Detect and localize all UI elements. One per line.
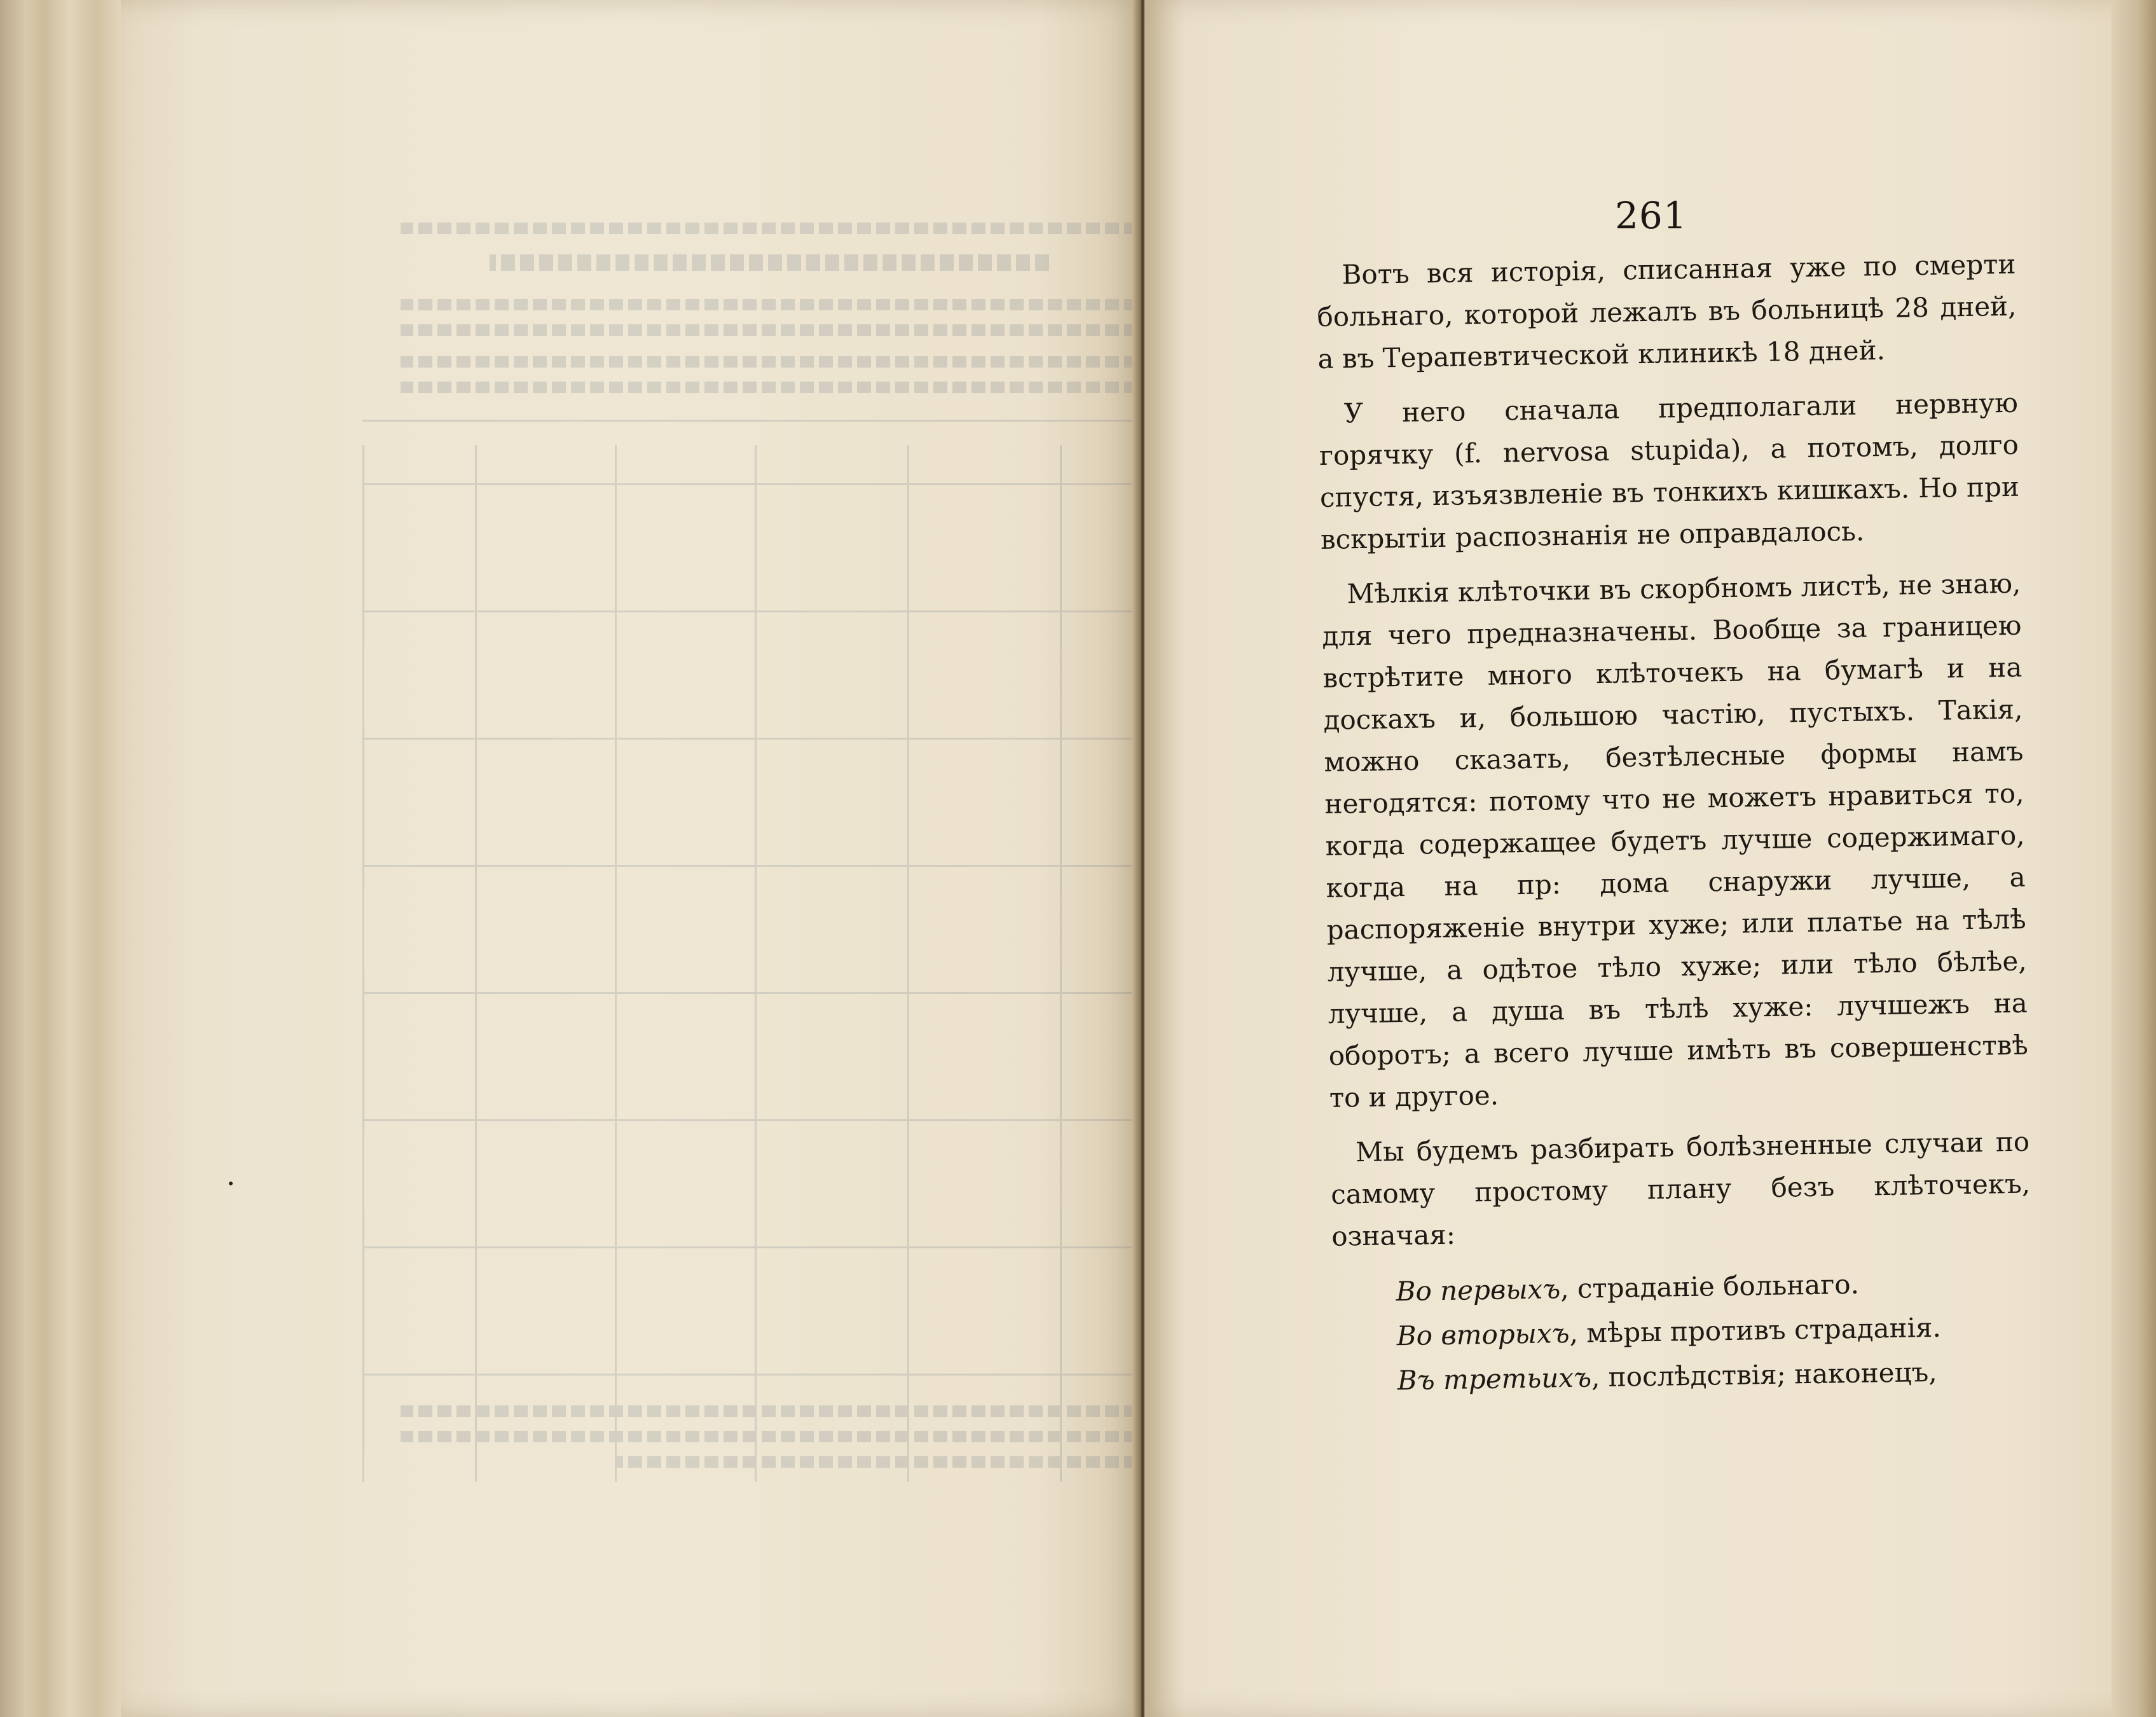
paragraph: Вотъ вся исторія, списанная уже по смерти больнаго, которой лежалъ въ больницѣ 28 дней, а въ Терапевтической клиникѣ 18 дней. <box>1317 248 2017 375</box>
paragraph: Мы будемъ разбирать болѣзненные случаи по самому простому плану безъ клѣточекъ, означая: <box>1330 1126 2031 1252</box>
bleed-through-table <box>362 216 1176 1482</box>
left-page <box>121 0 1138 1717</box>
list-item-italic: Во первыхъ <box>1396 1273 1561 1307</box>
paragraph: Мѣлкія клѣточки въ скорбномъ листѣ, не знаю, для чего предназначены. Вообще за границею встрѣтите много клѣточекъ на бумагѣ и на доскахъ и, большою частію, пустыхъ. Такія, можно сказать, безтѣлесные формы намъ негодятся: потому что не можетъ нравиться то, когда содержащее будетъ лучше содержимаго, когда на пр: дома снаружи лучше, а распоряженіе внутри хуже; или платье на тѣлѣ лучше, а одѣтое тѣло хуже; или тѣло бѣлѣе, лучше, а душа въ тѣлѣ хуже: лучшежъ на оборотъ; а всего лучше имѣть въ совершенствѣ то и другое. <box>1322 567 2029 1114</box>
list-item-italic: Во вторыхъ <box>1396 1317 1570 1352</box>
ink-speck <box>229 1182 233 1185</box>
paragraph: У него сначала предполагали нервную горячку (f. nervosa stupida), а потомъ, долго спустя, изъязвленіе въ тонкихъ кишкахъ. Но при вскрытіи распознанія не оправдалось. <box>1319 387 2020 555</box>
list-item-italic: Въ третьихъ <box>1397 1362 1592 1396</box>
list-item-text: , страданіе больнаго. <box>1560 1268 1860 1305</box>
page-number: 261 <box>1615 194 1687 237</box>
list-item-text: , послѣдствія; наконецъ, <box>1591 1356 1938 1393</box>
page-text <box>1316 244 2033 1404</box>
right-page-edge <box>2111 0 2156 1717</box>
left-page-edges <box>0 0 127 1717</box>
list-item-text: , мѣры противъ страданія. <box>1569 1311 1942 1349</box>
